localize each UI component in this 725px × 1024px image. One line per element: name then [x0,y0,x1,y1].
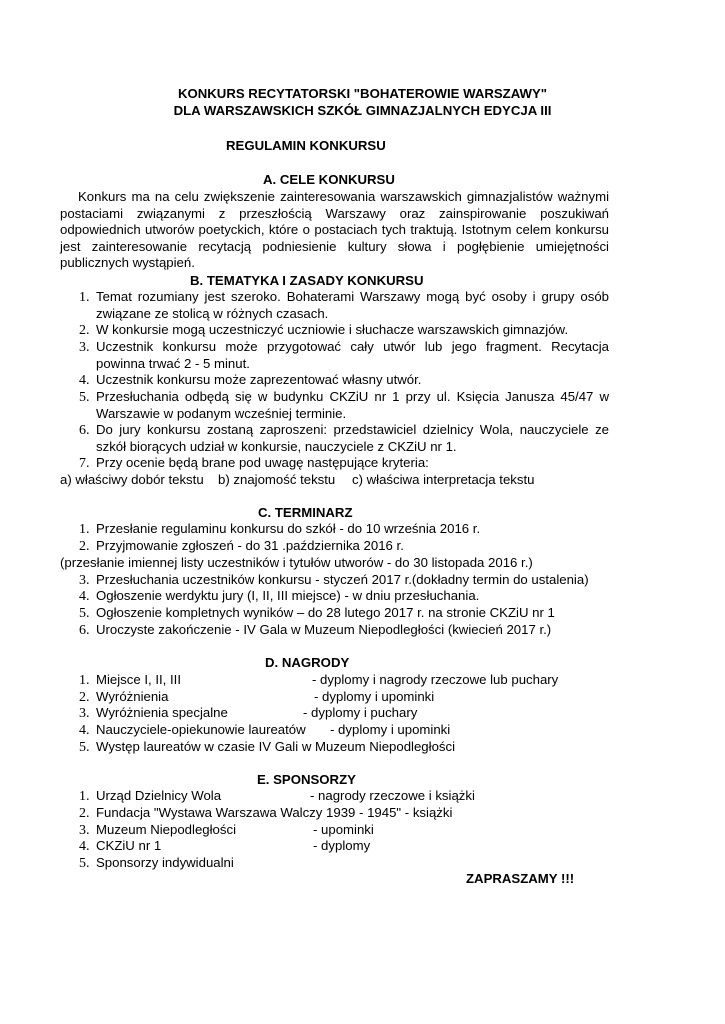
list-number: 4. [79,723,90,738]
sponsor-contribution: - nagrody rzeczowe i książki [310,788,475,803]
list-number: 5. [79,390,90,405]
list-item: Do jury konkursu zostaną zaproszeni: przedstawiciel dzielnicy Wola, nauczyciele ze szkół biorących udział w konkursie, nauczyciele z CKZiU nr 1. [96,422,609,454]
list-item: Przyjmowanie zgłoszeń - do 31 .października 2016 r. [96,538,404,553]
list-number: 5. [79,606,90,621]
criteria-b: b) znajomość tekstu [218,472,336,487]
list-item: Przesłuchania uczestników konkursu - styczeń 2017 r.(dokładny termin do ustalenia) [96,572,589,587]
list-number: 1. [79,522,90,537]
list-number: 5. [79,856,90,871]
list-number: 4. [79,839,90,854]
sponsor-contribution: - upominki [313,822,374,837]
list-item: Ogłoszenie kompletnych wyników – do 28 lutego 2017 r. na stronie CKZiU nr 1 [96,605,555,620]
prize-category: Występ laureatów w czasie IV Gali w Muzeum Niepodległości [96,739,456,754]
list-number: 3. [79,706,90,721]
list-item: Ogłoszenie werdyktu jury (I, II, III miejsce) - w dniu przesłuchania. [96,588,480,603]
list-number: 1. [79,673,90,688]
list-number: 4. [79,589,90,604]
sponsor-name: Muzeum Niepodległości [96,822,237,837]
sponsor-name: CKZiU nr 1 [96,838,162,853]
list-number: 2. [79,806,90,821]
list-item: Temat rozumiany jest szeroko. Bohaterami Warszawy mogą być osoby i grupy osób związane ze stolicą w różnych czasach. [96,289,609,321]
list-item: Uroczyste zakończenie - IV Gala w Muzeum Niepodległości (kwiecień 2017 r.) [96,622,552,637]
list-number: 6. [79,623,90,638]
sponsor-name: Sponsorzy indywidualni [96,855,234,870]
closing-invitation: ZAPRASZAMY !!! [466,871,575,886]
document-title-line-1: KONKURS RECYTATORSKI "BOHATEROWIE WARSZAWY" [177,86,548,101]
section-a-paragraph: Konkurs ma na celu zwiększenie zainteresowania warszawskich gimnazjalistów ważnymi postaciami związanymi z przeszłością Warszawy oraz zainspirowanie poszukiwań odpowiednich utworów poetyckich, które o postaciach tych traktują. Istotnym celem konkursu jest zainteresowanie recytacją podniesienie kultury słowa i pogłębienie umiejętności publicznych wystąpień. [60,189,609,271]
regulations-title: REGULAMIN KONKURSU [226,138,386,153]
list-number: 6. [79,423,90,438]
list-item: Uczestnik konkursu może przygotować cały utwór lub jego fragment. Recytacja powinna trwać 2 - 5 minut. [96,339,609,371]
list-number: 5. [79,740,90,755]
prize-description: - dyplomy i upominki [314,689,435,704]
criteria-a: a) właściwy dobór tekstu [60,472,204,487]
list-item: W konkursie mogą uczestniczyć uczniowie i słuchacze warszawskich gimnazjów. [96,322,568,337]
criteria-c: c) właściwa interpretacja tekstu [352,472,535,487]
prize-category: Miejsce I, II, III [96,672,182,687]
list-item: Uczestnik konkursu może zaprezentować własny utwór. [96,372,422,387]
section-b-heading: B. TEMATYKA I ZASADY KONKURSU [190,273,424,288]
sponsor-name: Fundacja "Wystawa Warszawa Walczy 1939 - 1945" - książki [96,805,453,820]
list-item: Przesłanie regulaminu konkursu do szkół - do 10 września 2016 r. [96,521,481,536]
section-c-heading: C. TERMINARZ [258,505,353,520]
list-number: 3. [79,823,90,838]
section-e-heading: E. SPONSORZY [257,772,356,787]
list-number: 2. [79,323,90,338]
prize-description: - dyplomy i nagrody rzeczowe lub puchary [312,672,559,687]
list-number: 3. [79,340,90,355]
prize-category: Wyróżnienia specjalne [96,705,228,720]
sponsor-contribution: - dyplomy [313,838,371,853]
document-title-line-2: DLA WARSZAWSKICH SZKÓŁ GIMNAZJALNYCH EDYCJA III [173,103,552,118]
prize-category: Wyróżnienia [96,689,169,704]
list-number: 2. [79,690,90,705]
list-item: Przesłuchania odbędą się w budynku CKZiU nr 1 przy ul. Księcia Janusza 45/47 w Warszawie w podanym wcześniej terminie. [96,389,609,421]
list-item: Przy ocenie będą brane pod uwagę następujące kryteria: [96,455,429,470]
schedule-note: (przesłanie imiennej listy uczestników i tytułów utworów - do 30 listopada 2016 r.) [60,555,533,570]
prize-description: - dyplomy i upominki [330,722,451,737]
list-number: 3. [79,573,90,588]
section-d-heading: D. NAGRODY [265,655,350,670]
list-number: 4. [79,373,90,388]
prize-description: - dyplomy i puchary [303,705,418,720]
sponsor-name: Urząd Dzielnicy Wola [96,788,222,803]
list-number: 1. [79,290,90,305]
list-number: 7. [79,456,90,471]
list-number: 1. [79,789,90,804]
list-number: 2. [79,539,90,554]
prize-category: Nauczyciele-opiekunowie laureatów [96,722,306,737]
section-a-heading: A. CELE KONKURSU [263,172,395,187]
